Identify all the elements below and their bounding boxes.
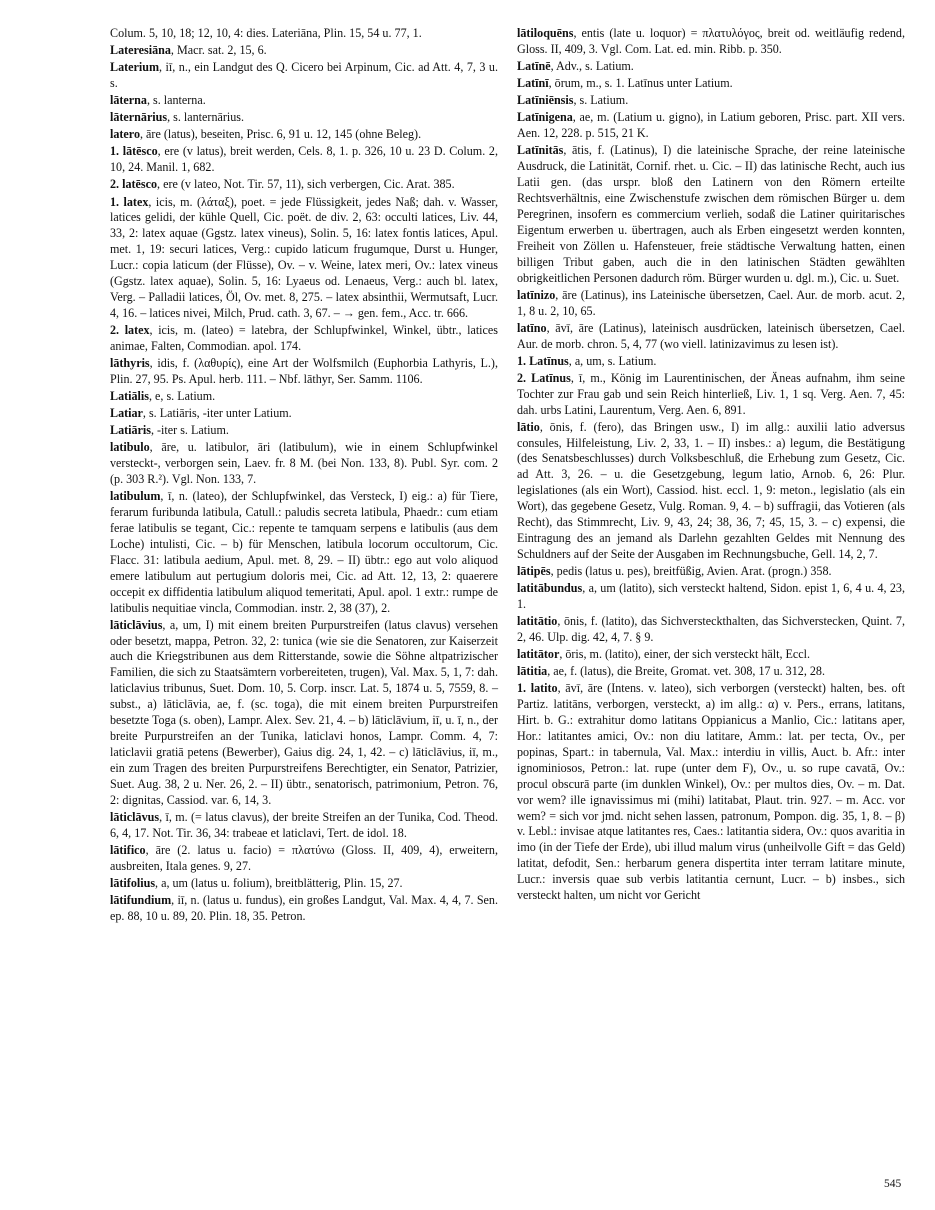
dictionary-entry: 1. Latīnus, a, um, s. Latium.	[517, 353, 657, 368]
dictionary-entry: Latiar, s. Latiāris, -iter unter Latium.	[110, 406, 292, 421]
dictionary-entry: lātiloquēns, entis (late u. loquor) = πλατυλόγος, breit od. weitläufig redend, Gloss. II, 409, 3. Vgl. Com. Lat. ed. min. Ribb. p. 350.	[517, 26, 905, 56]
dictionary-entry: latero, āre (latus), beseiten, Prisc. 6, 91 u. 12, 145 (ohne Beleg).	[110, 127, 422, 142]
headword: lāterna	[110, 93, 147, 108]
headword: Latiāris	[110, 423, 151, 438]
dictionary-entry: Latīniēnsis, s. Latium.	[517, 93, 629, 108]
headword: 1. lātēsco	[110, 144, 158, 159]
dictionary-entry: lātitia, ae, f. (latus), die Breite, Gromat. vet. 308, 17 u. 312, 28.	[517, 664, 825, 679]
headword: latero	[110, 127, 140, 142]
headword: lātifolius	[110, 875, 156, 890]
headword: latitābundus	[517, 581, 583, 596]
headword: latīnizo	[517, 287, 556, 302]
right-column	[517, 26, 905, 905]
dictionary-entry: Latīnitās, ātis, f. (Latinus), I) die lateinische Sprache, der reine lateinische Ausdruck, die Latinität, Cornif. rhet. u. Cic. – II) das latinische Recht, auch ius Latii gen. (das urspr. bloß den Latinern von den Römern erteilte Rechtsverhältnis, eine Zwischenstufe zwischen dem römischen Bürger u. dem Peregrinen, insofern es commercium verlieh, sodaß die Latiner quiritarisches Eigentum erwerben u. übertragen, auch als Erben eingesetzt werden konnten, Freiheit von Zöllen u. Hafensteuer, freie städtische Verwaltung hatten, einen billigen Tribut gaben, auch die in den latinischen Städten gewählten obrigkeitlichen Personen dadurch röm. Bürger wurden u. dgl. m.), Cic. u. Suet.	[517, 143, 905, 285]
dictionary-entry: Lateresiāna, Macr. sat. 2, 15, 6.	[110, 43, 267, 58]
headword: lāternārius	[110, 110, 168, 125]
headword: lāthyris	[110, 356, 150, 370]
headword: latibulo	[110, 440, 150, 455]
dictionary-entry: Latiālis, e, s. Latium.	[110, 389, 216, 403]
dictionary-entry: latitātio, ōnis, f. (latito), das Sichversteckthalten, das Sichverstecken, Quint. 7, 2, 46. Ulp. dig. 42, 4, 7. § 9.	[517, 614, 905, 644]
headword: lātio	[517, 419, 540, 434]
headword: Lateresiāna	[110, 43, 171, 58]
headword: 1. latito	[517, 681, 558, 696]
dictionary-entry: latitābundus, a, um (latito), sich versteckt haltend, Sidon. epist 1, 6, 4 u. 4, 23, 1.	[517, 581, 905, 611]
page-number: 545	[884, 1178, 902, 1190]
dictionary-entry: 1. latito, āvī, āre (Intens. v. lateo), sich verborgen (versteckt) halten, bes. oft Partiz. latitāns, verborgen, versteckt, a) im allg.: α) v. Pers., errans, latitans, Hirt. b. G.: extrahitur domo latitans Oppianicus a Manlio, Cic.: latitans aper, Hor.: latitantes amici, Ov.: non diu latitare, Amm.: lat. per tecta, Ov., per popinas, Spart.: in tabernula, Val. Max.: interdiu in villis, Auct. b. Afr.: inter ignominiosos, Petron.: lat. rupe (unter dem F), Ov., u. so rupe cavatā, Ov.: procul obscurā parte (im dunklen Winkel), Ov.: per multos dies, Ov. – m. Dat. vor wem? ille ignavissimus mi (mihi) latitabat, Plaut. trin. 927. – m. Acc. vor wem? = sich vor jmd. nicht sehen lassen, patronum, Pompon. dig. 35, 1, 8. – β) v. Lebl.: invisae atque latitantes res, Caes.: latitantia sidera, Ov.: quos avaritia in imo (in der Tiefe der Erde), ubi illud malum virus (unheilvolle Gift = das Geld) latitat, defodit, Sen.: herbarum genera dispertita inter terram latitare minute, Lucr.: inversis quae sub verbis latitantia cernunt, Lucr. – b) insbes., sich versteckt halten, um nicht vor Gericht	[517, 681, 906, 903]
dictionary-entry: lātipēs, pedis (latus u. pes), breitfüßig, Avien. Arat. (progn.) 358.	[517, 563, 832, 578]
dictionary-entry: latitātor, ōris, m. (latito), einer, der sich versteckt hält, Eccl.	[517, 647, 811, 662]
headword: Latīniēnsis	[517, 93, 574, 108]
headword: Latiālis	[110, 389, 149, 403]
dictionary-entry: latīnizo, āre (Latinus), ins Lateinische übersetzen, Cael. Aur. de morb. acut. 2, 1, 8 u. 2, 10, 65.	[517, 287, 905, 318]
headword: latitātio	[517, 614, 558, 629]
dictionary-entry: 2. latēsco, ere (v lateo, Not. Tir. 57, 11), sich verbergen, Cic. Arat. 385.	[110, 177, 455, 192]
headword: lātifundium	[110, 892, 172, 907]
headword: Latīnigena	[517, 110, 573, 125]
headword: Latiar	[110, 406, 143, 421]
dictionary-entry: lātifico, āre (2. latus u. facio) = πλατύνω (Gloss. II, 409, 4), erweitern, ausbreiten, Itala genes. 9, 27.	[110, 842, 498, 873]
dictionary-entry: lātifolius, a, um (latus u. folium), breitblätterig, Plin. 15, 27.	[110, 875, 403, 890]
headword: 2. latēsco	[110, 177, 158, 192]
headword: 1. latex	[110, 194, 149, 209]
headword: lāticlāvius	[110, 617, 163, 632]
dictionary-entry: lāternārius, s. lanternārius.	[110, 110, 245, 125]
dictionary-entry: lāterna, s. lanterna.	[110, 93, 206, 108]
dictionary-entry: lātifundium, iī, n. (latus u. fundus), ein großes Landgut, Val. Max. 4, 4, 7. Sen. ep. 88, 10 u. 89, 20. Plin. 18, 35. Petron.	[110, 892, 498, 923]
headword: lāticlāvus	[110, 809, 160, 824]
headword: latitātor	[517, 647, 560, 662]
dictionary-entry: latīno, āvī, āre (Latinus), lateinisch ausdrücken, lateinisch übersetzen, Cael. Aur. de morb. chron. 5, 4, 77 (wo viell. latinizavimus zu lesen ist).	[517, 320, 905, 351]
headword: Laterium	[110, 60, 160, 75]
headword: latibulum	[110, 489, 161, 504]
headword: Latīnē	[517, 59, 551, 73]
dictionary-entry: Latīnē, Adv., s. Latium.	[517, 59, 634, 73]
dictionary-entry: Latīnī, ōrum, m., s. 1. Latīnus unter Latium.	[517, 76, 733, 91]
dictionary-entry: Latiāris, -iter s. Latium.	[110, 423, 229, 438]
headword: lātifico	[110, 842, 146, 857]
headword: lātitia	[517, 664, 548, 679]
dictionary-entry: latibulum, ī, n. (lateo), der Schlupfwinkel, das Versteck, I) eig.: a) für Tiere, ferarum furibunda latibula, Catull.: paludis secreta latibula, Phaedr.: cum etiam ferae latibulis se tegant, Cic.: repente te tamquam serpens e latibulis (aus dem Loche) intulisti, Cic. – b) für Menschen, latibula locorum occultorum, Cic. Flacc. 31: latibula aedium, Apul. met. 8, 29. – II) übtr.: ego aut volo aliquod emere latibulum aut pertugium doloris mei, Cic. ad Att. 12, 13, 2: quaerere occepit ex diffidentia latibulum aliquod temeritati, Apul. apol. 1 extr.: rumpe de latibulis nequitiae vincla, Commodian. instr. 2, 38 (37), 2.	[110, 489, 498, 615]
dictionary-entry: lāticlāvus, ī, m. (= latus clavus), der breite Streifen an der Tunika, Cod. Theod. 6, 4, 17. Not. Tir. 36, 34: trabeae et laticlavi, Tert. de idol. 18.	[110, 809, 498, 840]
dictionary-entry: 2. latex, icis, m. (lateo) = latebra, der Schlupfwinkel, Winkel, übtr., latices animae, Falten, Commodian. apol. 174.	[110, 323, 498, 353]
headword: latīno	[517, 320, 547, 335]
headword: 2. Latīnus	[517, 370, 571, 385]
dictionary-entry: Latīnigena, ae, m. (Latium u. gigno), in Latium geboren, Prisc. part. XII vers. Aen. 12, 228. p. 515, 21 K.	[517, 110, 905, 141]
headword: 2. latex	[110, 323, 150, 337]
left-column	[110, 26, 498, 926]
dictionary-entry: lāticlāvius, a, um, I) mit einem breiten Purpurstreifen (latus clavus) versehen oder besetzt, mappa, Petron. 32, 2: tunica (wie sie die Senatoren, zur Kaiserzeit auch die Kriegstribunen aus dem Ritterstande, sowie die Söhne altpatrizischer Familien, die sich zu Staatsämtern vorbereiteten, trugen), Val. Max. 5, 1, 7: dah. laticlavius tribunus, Suet. Dom. 10, 5. Corp. inscr. Lat. 5, 1874 u. 5, 7559, 8. – subst., a) lāticlāvia, ae, f. (sc. toga), die mit einem breiten Purpurstreifen besetzte Toga (s. oben), Lampr. Alex. Sev. 21, 4. – b) lāticlāvium, iī, u. ī, n., der breite Purpurstreifen an der Tunika, laticlavi honos, Lampr. Comm. 4, 7: laticlavii gratiā petens (Bewerber), Gaius dig. 24, 1, 42. – c) lāticlāvius, iī, m., ein zum Tragen des breiten Purpurstreifens Berechtigter, ein Senator, Patrizier, Suet. Aug. 38, 2 u. Ner. 26, 2. – II) übtr., senatorisch, patrimonium, Petron. 76, 2: dignitas, Cassiod. var. 6, 14, 3.	[110, 617, 498, 807]
headword: Latīnī	[517, 76, 549, 91]
dictionary-entry: lātio, ōnis, f. (fero), das Bringen usw., I) im allg.: auxilii latio adversus consules, Hilfeleistung, Liv. 2, 33, 1. – II) insbes.: a) legum, die Bestätigung (des Senatsbeschlusses) durch Volksbeschluß, die Erhebung zum Gesetz, Cic. ad Att. 3, 26. – u. die Gesetzgebung, legum latio, Arnob. 6, 26: Plur. legislationes (als ein Wort), Cassiod. hist. eccl. 1, 9: meton., legislatio (als ein Wort), das gegebene Gesetz, Vulg. Roman. 9, 4. – b) suffragii, das Votieren (als Recht), das Stimmrecht, Liv. 9, 43, 24; 38, 36, 7; 45, 15, 3. – c) expensi, die Eintragung des an jemand als Darlehn gezahlten Geldes mit Nennung des Schuldners auf der Seite der Ausgaben im Rechnungsbuche, Gell. 14, 2, 7.	[517, 419, 905, 561]
dictionary-entry: 2. Latīnus, ī, m., König im Laurentinischen, der Äneas aufnahm, ihm seine Tochter zur Frau gab und sein Reich hinterließ, Liv. 1, 1 sq. Verg. Aen. 7, 45: dah. urbs Latini, Laurentum, Verg. Aen. 6, 891.	[517, 370, 905, 417]
headword: lātipēs	[517, 563, 551, 578]
dictionary-entry: latibulo, āre, u. latibulor, āri (latibulum), wie in einem Schlupfwinkel versteckt-, verborgen sein, Laev. fr. 8 M. (bei Non. 133, 8). Publ. Syr. com. 2 (p. 303 R.²). Vgl. Non. 133, 7.	[110, 440, 498, 487]
dictionary-entry: 1. lātēsco, ere (v latus), breit werden, Cels. 8, 1. p. 326, 10 u. 23 D. Colum. 2, 10, 24. Manil. 1, 682.	[110, 144, 498, 175]
headword: Latīnitās	[517, 143, 564, 158]
dictionary-entry: Colum. 5, 10, 18; 12, 10, 4: dies. Lateriāna, Plin. 15, 54 u. 77, 1.	[110, 26, 422, 40]
dictionary-entry: lāthyris, idis, f. (λαθυρίς), eine Art der Wolfsmilch (Euphorbia Lathyris, L.), Plin. 27, 95. Ps. Apul. herb. 111. – Nbf. lāthyr, Ser. Samm. 1106.	[110, 356, 498, 386]
dictionary-entry: 1. latex, icis, m. (λάταξ), poet. = jede Flüssigkeit, jedes Naß; dah. v. Wasser, latices gelidi, der kühle Quell, Cic. poët. de div. 2, 63: occulti latices, Liv. 44, 33, 2: latex aquae (Ggstz. latex vineus), Solin. 5, 16: latex fontis latices, Apul. met. 1, 19: securi latices, Verg.: cupido laticum frugumque, Durst u. Hunger, Lucr.: copia laticum (der Flüsse), Ov. – v. Weine, latex meri, Ov.: latex vineus (Ggstz. latex aquae), Solin. 5, 16: Lyaeus od. Lenaeus, Verg.: auch bl. latex, Verg. – Palladii latices, Öl, Ov. met. 8, 275. – latex absinthii, Wermutsaft, Lucr. 4, 16. – latices nivei, Milch, Prud. cath. 3, 67. – → gen. fem., Acc. tr. 666.	[110, 194, 499, 320]
dictionary-entry: Laterium, iī, n., ein Landgut des Q. Cicero bei Arpinum, Cic. ad Att. 4, 7, 3 u. s.	[110, 60, 498, 91]
headword: lātiloquēns	[517, 26, 574, 40]
headword: 1. Latīnus	[517, 353, 569, 368]
